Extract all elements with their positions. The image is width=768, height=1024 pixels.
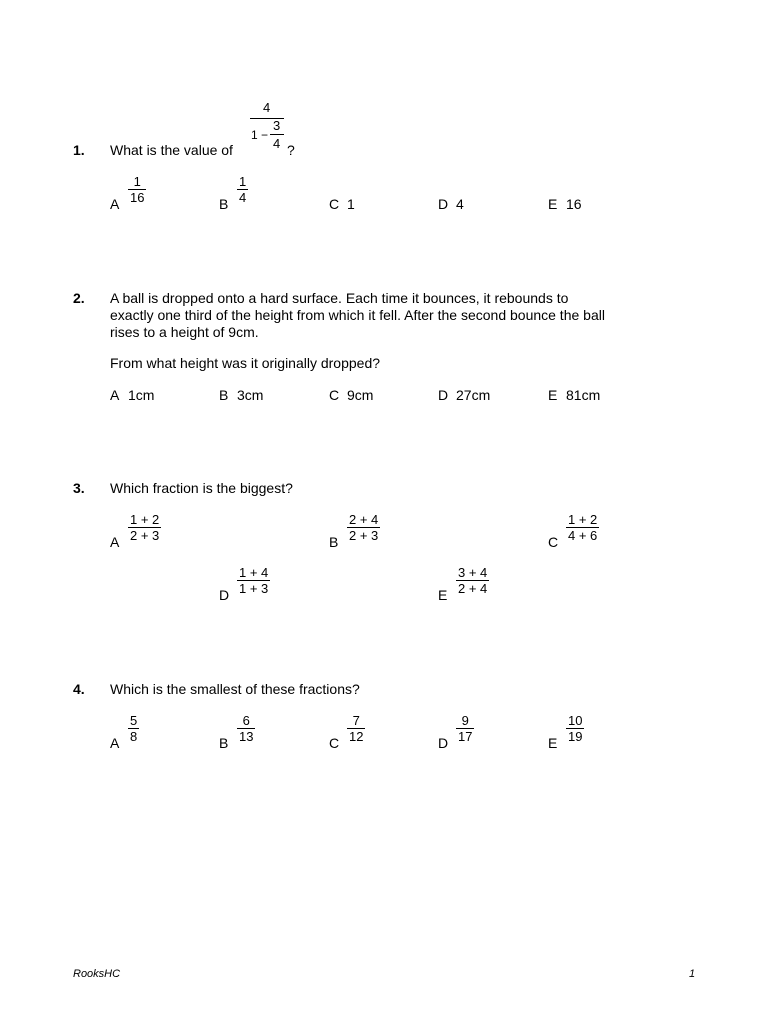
option-letter: A xyxy=(110,387,120,403)
fraction-denominator: 13 xyxy=(239,729,254,744)
fraction-numerator: 4 xyxy=(263,100,271,115)
inner-numerator: 3 xyxy=(273,118,281,133)
option-letter: A xyxy=(110,735,120,751)
option-value: 3cm xyxy=(237,387,264,403)
fraction-prefix: 1 − xyxy=(251,128,269,142)
option-letter: E xyxy=(548,196,558,212)
option-value: 16 xyxy=(566,196,582,212)
option-fraction xyxy=(566,713,584,744)
fraction-numerator: 1 + 2 xyxy=(130,512,160,527)
fraction-numerator: 10 xyxy=(568,713,583,728)
fraction-numerator: 1 xyxy=(133,174,141,189)
compound-fraction xyxy=(250,100,286,156)
option-value: 1cm xyxy=(128,387,155,403)
question-number: 4. xyxy=(73,681,85,697)
option-fraction xyxy=(347,512,380,543)
fraction-numerator: 1 xyxy=(239,174,247,189)
option-letter: E xyxy=(548,735,558,751)
question-number: 1. xyxy=(73,142,85,158)
option-letter: E xyxy=(438,587,448,603)
option-fraction xyxy=(128,713,139,744)
fraction-numerator: 7 xyxy=(352,713,360,728)
inner-denominator: 4 xyxy=(273,136,281,151)
option-letter: A xyxy=(110,534,120,550)
option-letter: D xyxy=(438,196,449,212)
option-letter: C xyxy=(548,534,559,550)
option-fraction xyxy=(237,713,255,744)
fraction-numerator: 3 + 4 xyxy=(458,565,488,580)
option-letter: C xyxy=(329,387,340,403)
fraction-denominator: 2 + 4 xyxy=(458,581,488,596)
option-value: 9cm xyxy=(347,387,374,403)
option-letter: D xyxy=(438,735,449,751)
option-value: 1 xyxy=(347,196,355,212)
question-prompt: From what height was it originally dropped? xyxy=(110,355,381,371)
fraction-denominator: 8 xyxy=(130,729,138,744)
fraction-numerator: 9 xyxy=(461,713,469,728)
option-letter: C xyxy=(329,196,340,212)
fraction-denominator: 16 xyxy=(130,190,145,205)
option-letter: B xyxy=(329,534,339,550)
option-fraction xyxy=(237,565,270,596)
fraction-denominator: 12 xyxy=(349,729,364,744)
question-number: 3. xyxy=(73,480,85,496)
option-fraction xyxy=(456,565,489,596)
option-value: 4 xyxy=(456,196,464,212)
fraction-denominator: 4 + 6 xyxy=(568,528,598,543)
option-fraction xyxy=(347,713,365,744)
question-text: Which fraction is the biggest? xyxy=(110,480,293,496)
fraction-numerator: 1 + 4 xyxy=(239,565,269,580)
question-text-line: A ball is dropped onto a hard surface. Each time it bounces, it rebounds to xyxy=(110,290,569,306)
question-text-line: rises to a height of 9cm. xyxy=(110,324,259,340)
fraction-numerator: 6 xyxy=(242,713,250,728)
fraction-denominator: 4 xyxy=(239,190,247,205)
question-number: 2. xyxy=(73,290,85,306)
option-letter: D xyxy=(219,587,230,603)
fraction-denominator: 17 xyxy=(458,729,473,744)
question-text: What is the value of xyxy=(110,142,233,158)
option-letter: A xyxy=(110,196,120,212)
option-letter: B xyxy=(219,735,229,751)
option-fraction xyxy=(237,174,248,205)
option-value: 81cm xyxy=(566,387,601,403)
fraction-denominator: 19 xyxy=(568,729,583,744)
option-letter: C xyxy=(329,735,340,751)
inner-fraction-bar xyxy=(270,134,284,135)
fraction-numerator: 1 + 2 xyxy=(568,512,598,527)
fraction-numerator: 2 + 4 xyxy=(349,512,379,527)
option-letter: B xyxy=(219,196,229,212)
question-text-line: exactly one third of the height from which it fell. After the second bounce the ball xyxy=(110,307,605,323)
fraction-denominator: 2 + 3 xyxy=(130,528,160,543)
fraction-denominator: 2 + 3 xyxy=(349,528,379,543)
fraction-denominator: 1 + 3 xyxy=(239,581,269,596)
option-fraction xyxy=(128,174,146,205)
option-fraction xyxy=(456,713,474,744)
page-number: 1 xyxy=(689,968,696,980)
option-value: 27cm xyxy=(456,387,491,403)
option-letter: B xyxy=(219,387,229,403)
option-fraction xyxy=(128,512,161,543)
fraction-numerator: 5 xyxy=(130,713,138,728)
option-fraction xyxy=(566,512,599,543)
question-text: Which is the smallest of these fractions? xyxy=(110,681,360,697)
footer-author: RooksHC xyxy=(73,968,121,980)
option-letter: E xyxy=(548,387,558,403)
option-letter: D xyxy=(438,387,449,403)
question-mark: ? xyxy=(287,142,295,158)
